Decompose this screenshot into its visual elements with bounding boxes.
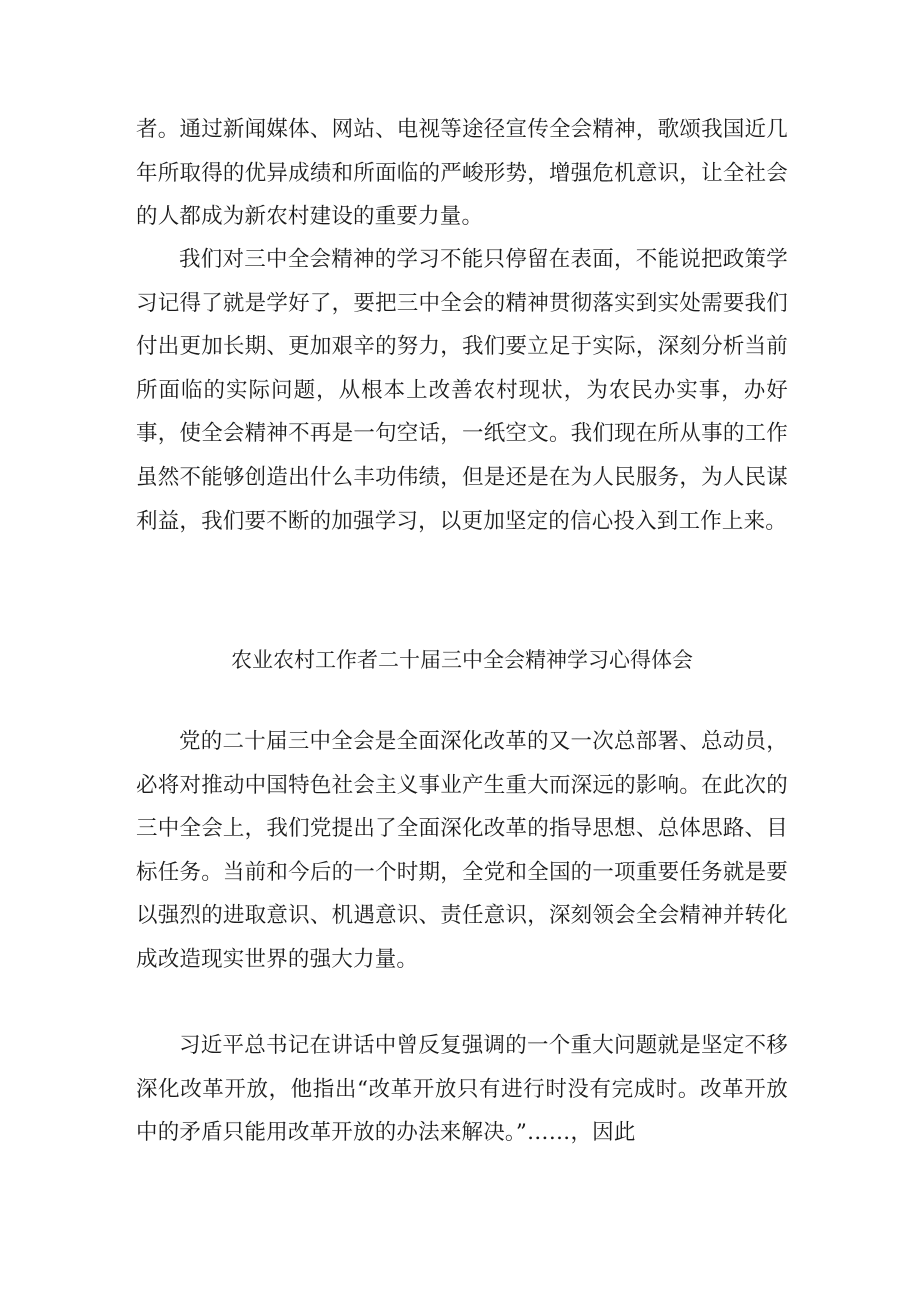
paragraph-study-practice: 我们对三中全会精神的学习不能只停留在表面，不能说把政策学习记得了就是学好了，要把三中全会的精神贯彻落实到实处需要我们付出更加长期、更加艰辛的努力，我们要立足于实际，深刻分析当前所面临的实际问题，从根本上改善农村现状，为农民办实事，办好事，使全会精神不再是一句空话，一纸空文。我们现在所从事的工作虽然不能够创造出什么丰功伟绩，但是还是在为人民服务，为人民谋利益，我们要不断的加强学习，以更加坚定的信心投入到工作上来。 [136, 247, 788, 534]
section-title: 农业农村工作者二十届三中全会精神学习心得体会 [231, 648, 693, 672]
paragraph-reform-opening: 习近平总书记在讲话中曾反复强调的一个重大问题就是坚定不移深化改革开放，他指出“改革开放只有进行时没有完成时。改革开放中的矛盾只能用改革开放的办法来解决。”……，因此 [136, 1033, 788, 1146]
paragraph-plenum-overview: 党的二十届三中全会是全面深化改革的又一次总部署、总动员，必将对推动中国特色社会主义事业产生重大而深远的影响。在此次的三中全会上，我们党提出了全面深化改革的指导思想、总体思路、目标任务。当前和今后的一个时期，全党和全国的一项重要任务就是要以强烈的进取意识、机遇意识、责任意识，深刻领会全会精神并转化成改造现实世界的强大力量。 [136, 729, 788, 972]
paragraph-continuation: 者。通过新闻媒体、网站、电视等途径宣传全会精神，歌颂我国近几年所取得的优异成绩和所面临的严峻形势，增强危机意识，让全社会的人都成为新农村建设的重要力量。 [136, 117, 788, 230]
